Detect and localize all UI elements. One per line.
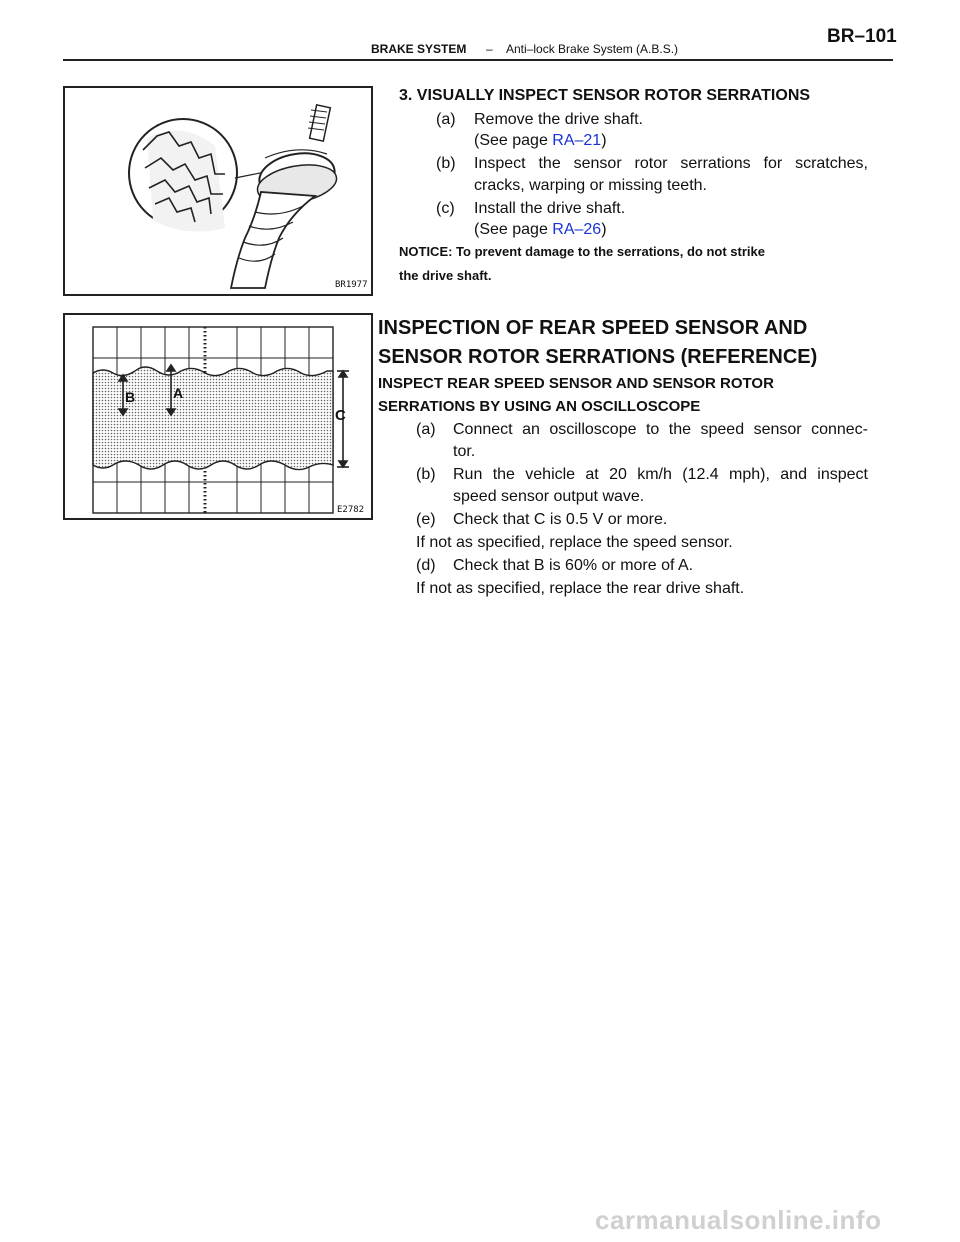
step3-c-label: (c) [436, 200, 455, 217]
page-number: BR–101 [827, 26, 897, 47]
inspection-b-label: (b) [416, 466, 436, 483]
label-c: C [335, 407, 346, 424]
inspection-subtitle-2: SERRATIONS BY USING AN OSCILLOSCOPE [378, 398, 701, 415]
step3-b-text-1: Inspect the sensor rotor serrations for scratches, [474, 155, 868, 172]
notice-line-1: NOTICE: To prevent damage to the serrations, do not strike [399, 244, 765, 259]
inspection-b-text-2: speed sensor output wave. [453, 488, 645, 505]
inspection-a-label: (a) [416, 421, 436, 438]
watermark: carmanualsonline.info [595, 1205, 882, 1235]
inspection-e-label: (e) [416, 511, 436, 528]
inspection-a-text-1: Connect an oscilloscope to the speed sensor connec- [453, 421, 868, 438]
step3-a-see: (See page RA–21) [474, 132, 607, 149]
figure-code: BR1977 [335, 280, 368, 290]
inspection-d-label: (d) [416, 557, 436, 574]
step3-b-text-2: cracks, warping or missing teeth. [474, 177, 707, 194]
oscilloscope-figure [63, 313, 373, 520]
drive-shaft-illustration [65, 88, 371, 294]
inspection-title-1: INSPECTION OF REAR SPEED SENSOR AND [378, 317, 808, 339]
oscilloscope-waveform [65, 315, 371, 518]
inspection-subtitle-1: INSPECT REAR SPEED SENSOR AND SENSOR ROTOR [378, 375, 774, 392]
label-b: B [125, 389, 136, 405]
header-subsection: Anti–lock Brake System (A.B.S.) [506, 42, 679, 56]
header-rule [63, 59, 893, 61]
step3-a-label: (a) [436, 111, 456, 128]
inspection-a-text-2: tor. [453, 443, 476, 460]
link-ra-26[interactable]: RA–26 [552, 221, 602, 238]
step3-c-text: Install the drive shaft. [474, 200, 626, 217]
figure-code-2: E2782 [337, 505, 365, 515]
label-a: A [173, 385, 184, 401]
step3-c-see: (See page RA–26) [474, 221, 607, 238]
inspection-d-text: Check that B is 60% or more of A. [453, 557, 694, 574]
inspection-e-result: If not as specified, replace the speed sensor. [416, 534, 733, 551]
inspection-title-2: SENSOR ROTOR SERRATIONS (REFERENCE) [378, 346, 818, 368]
notice-line-2: the drive shaft. [399, 268, 492, 283]
step3-a-text: Remove the drive shaft. [474, 111, 643, 128]
drive-shaft-figure [63, 86, 373, 296]
step3-heading: 3. VISUALLY INSPECT SENSOR ROTOR SERRATIONS [399, 87, 811, 104]
link-ra-21[interactable]: RA–21 [552, 132, 602, 149]
header-section: BRAKE SYSTEM [371, 42, 467, 56]
header-dash: – [486, 42, 493, 56]
inspection-e-text: Check that C is 0.5 V or more. [453, 511, 668, 528]
inspection-b-text-1: Run the vehicle at 20 km/h (12.4 mph), and inspect [453, 466, 868, 483]
inspection-d-result: If not as specified, replace the rear drive shaft. [416, 580, 745, 597]
step3-b-label: (b) [436, 155, 456, 172]
